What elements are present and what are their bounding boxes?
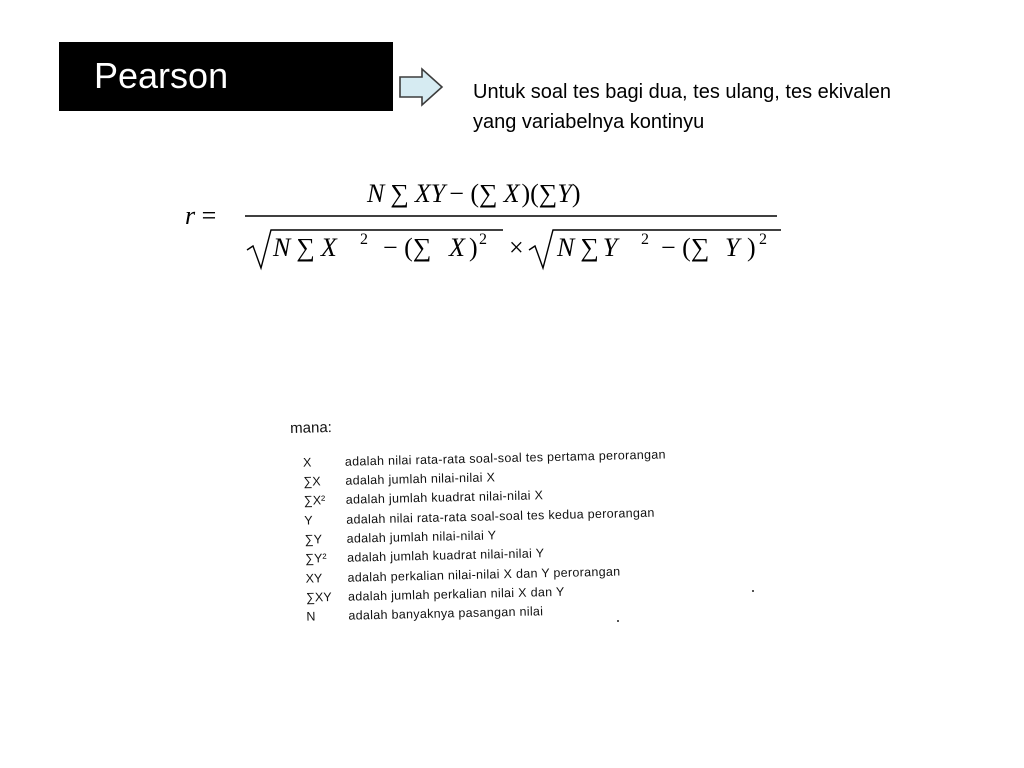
slide-title: Pearson xyxy=(94,55,229,96)
legend-heading: mana: xyxy=(289,419,333,437)
legend-definition: adalah jumlah kuadrat nilai-nilai Y xyxy=(346,546,545,565)
svg-text:Y: Y xyxy=(725,233,740,262)
legend-symbol: ∑X² xyxy=(303,493,326,508)
legend-definition: adalah banyaknya pasangan nilai xyxy=(348,604,544,623)
legend-definition: adalah perkalian nilai-nilai X dan Y perorangan xyxy=(347,564,621,585)
svg-text:): ) xyxy=(469,233,478,262)
legend-symbol: X xyxy=(302,455,312,470)
svg-text:X: X xyxy=(449,233,465,262)
svg-text:N∑Y: N ∑ Y xyxy=(557,233,618,262)
legend-definition: adalah nilai rata-rata soal-soal tes kedua perorangan xyxy=(346,505,655,527)
legend-symbol: ∑XY xyxy=(305,590,332,605)
formula-lhs: r = xyxy=(185,201,217,230)
scan-speck xyxy=(617,620,619,622)
legend-symbol: Y xyxy=(304,513,313,528)
svg-text:N∑X: N ∑ X xyxy=(273,233,337,262)
scan-speck xyxy=(752,590,754,592)
variable-legend xyxy=(288,409,773,630)
svg-text:×: × xyxy=(509,233,524,262)
legend-symbol: XY xyxy=(305,571,323,586)
legend-symbol: N xyxy=(306,609,316,624)
legend-symbol: ∑X xyxy=(303,474,321,489)
legend-symbol: ∑Y² xyxy=(304,551,327,566)
formula-numerator: N ∑ XY − (∑ X)(∑Y) xyxy=(367,179,581,208)
svg-text:): ) xyxy=(747,233,756,262)
legend-definition: adalah jumlah kuadrat nilai-nilai X xyxy=(345,488,544,507)
right-arrow-icon xyxy=(398,67,446,107)
svg-text:− (∑: − (∑ xyxy=(383,233,432,262)
legend-definition: adalah jumlah nilai-nilai X xyxy=(345,470,496,488)
legend-definition: adalah nilai rata-rata soal-soal tes pertama perorangan xyxy=(344,447,666,469)
legend-definition: adalah jumlah perkalian nilai X dan Y xyxy=(347,584,565,604)
legend-definition: adalah jumlah nilai-nilai Y xyxy=(346,528,497,546)
legend-symbol: ∑Y xyxy=(304,532,323,547)
svg-text:2: 2 xyxy=(759,231,767,248)
pearson-formula xyxy=(185,170,795,280)
description-text: Untuk soal tes bagi dua, tes ulang, tes ekivalen yang variabelnya kontinyu xyxy=(473,81,892,133)
svg-text:− (∑: − (∑ xyxy=(661,233,710,262)
svg-text:2: 2 xyxy=(360,231,368,248)
svg-text:2: 2 xyxy=(641,231,649,248)
formula-denominator xyxy=(272,231,767,262)
svg-text:2: 2 xyxy=(479,231,487,248)
